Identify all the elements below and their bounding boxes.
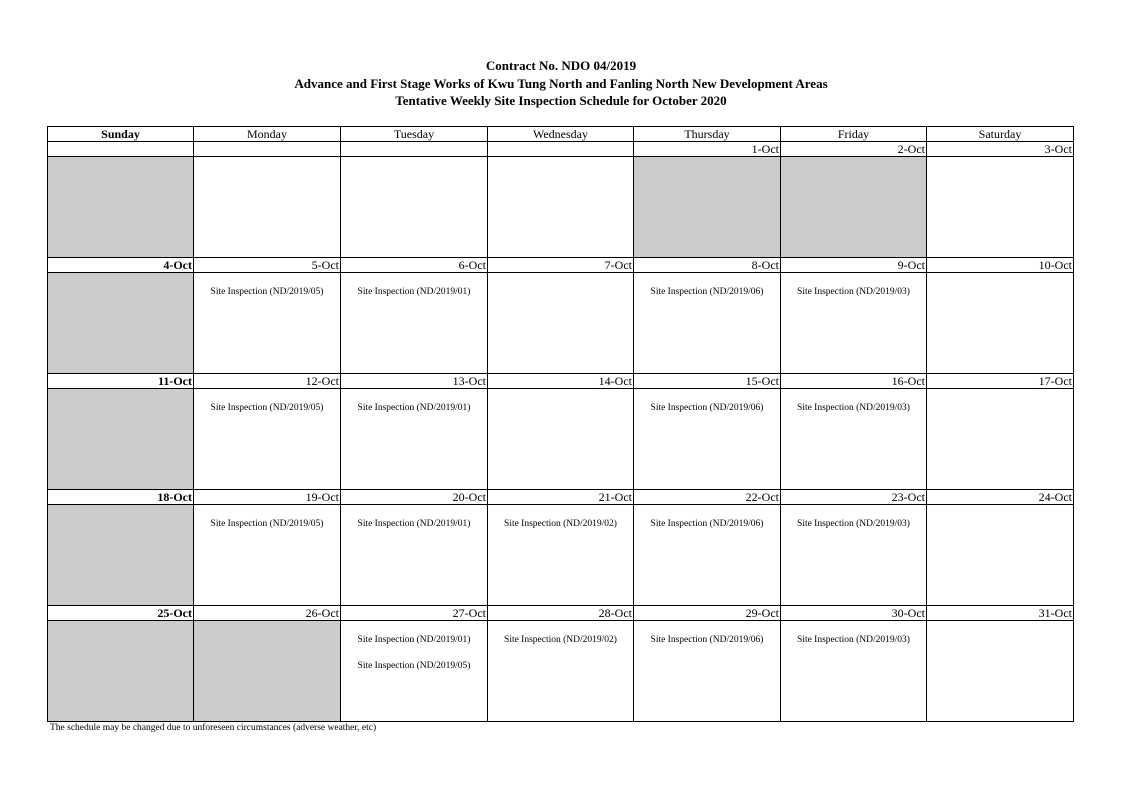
day-cell bbox=[781, 389, 927, 490]
project-title: Advance and First Stage Works of Kwu Tung North and Fanling North New Development Areas bbox=[294, 75, 828, 91]
week-date-row bbox=[48, 142, 1074, 157]
site-inspection-entry: Site Inspection (ND/2019/06) bbox=[650, 403, 764, 413]
day-date-label: 4-Oct bbox=[48, 258, 194, 273]
week-date-row bbox=[48, 374, 1074, 389]
week-body-row bbox=[48, 505, 1074, 606]
site-inspection-entry: Site Inspection (ND/2019/03) bbox=[797, 635, 910, 645]
weekday-header-saturday: Saturday bbox=[927, 127, 1074, 142]
site-inspection-entry: Site Inspection (ND/2019/01) bbox=[357, 635, 471, 645]
day-date-label: 26-Oct bbox=[194, 606, 341, 621]
day-date-label: 10-Oct bbox=[927, 258, 1074, 273]
day-date-label: 11-Oct bbox=[48, 374, 194, 389]
weekday-header-tuesday: Tuesday bbox=[341, 127, 488, 142]
site-inspection-entry: Site Inspection (ND/2019/05) bbox=[210, 287, 324, 297]
day-cell bbox=[48, 621, 194, 722]
week-body-row bbox=[48, 389, 1074, 490]
site-inspection-entry: Site Inspection (ND/2019/06) bbox=[650, 287, 764, 297]
site-inspection-entry: Site Inspection (ND/2019/01) bbox=[357, 519, 471, 529]
week-date-row bbox=[48, 606, 1074, 621]
day-date-label bbox=[341, 142, 488, 157]
day-cell bbox=[194, 621, 341, 722]
day-date-label: 18-Oct bbox=[48, 490, 194, 505]
day-date-label: 6-Oct bbox=[341, 258, 488, 273]
day-cell bbox=[48, 389, 194, 490]
day-date-label: 30-Oct bbox=[781, 606, 927, 621]
day-cell bbox=[927, 157, 1074, 258]
day-cell bbox=[781, 505, 927, 606]
schedule-title: Tentative Weekly Site Inspection Schedule for October 2020 bbox=[395, 93, 727, 108]
week-body-row bbox=[48, 273, 1074, 374]
day-cell bbox=[634, 621, 781, 722]
day-cell bbox=[488, 621, 634, 722]
weekday-header-wednesday: Wednesday bbox=[488, 127, 634, 142]
day-cell bbox=[48, 157, 194, 258]
site-inspection-entry: Site Inspection (ND/2019/06) bbox=[650, 519, 764, 529]
day-date-label bbox=[488, 142, 634, 157]
site-inspection-entry: Site Inspection (ND/2019/03) bbox=[797, 403, 910, 413]
day-cell bbox=[634, 389, 781, 490]
site-inspection-entry: Site Inspection (ND/2019/01) bbox=[357, 403, 471, 413]
day-cell bbox=[194, 389, 341, 490]
day-cell bbox=[927, 621, 1074, 722]
day-cell bbox=[341, 389, 488, 490]
site-inspection-entry: Site Inspection (ND/2019/02) bbox=[504, 635, 617, 645]
day-cell bbox=[341, 157, 488, 258]
weekday-header-monday: Monday bbox=[194, 127, 341, 142]
week-date-row bbox=[48, 490, 1074, 505]
day-date-label: 22-Oct bbox=[634, 490, 781, 505]
day-date-label: 3-Oct bbox=[927, 142, 1074, 157]
site-inspection-entry: Site Inspection (ND/2019/05) bbox=[357, 661, 471, 671]
day-date-label: 9-Oct bbox=[781, 258, 927, 273]
day-date-label: 15-Oct bbox=[634, 374, 781, 389]
week-body-row bbox=[48, 157, 1074, 258]
day-date-label: 23-Oct bbox=[781, 490, 927, 505]
day-date-label: 8-Oct bbox=[634, 258, 781, 273]
day-date-label: 1-Oct bbox=[634, 142, 781, 157]
day-cell bbox=[927, 505, 1074, 606]
site-inspection-entry: Site Inspection (ND/2019/02) bbox=[504, 519, 617, 529]
day-cell bbox=[634, 505, 781, 606]
day-cell bbox=[634, 157, 781, 258]
weekday-header-row bbox=[48, 127, 1074, 142]
site-inspection-entry: Site Inspection (ND/2019/05) bbox=[210, 403, 324, 413]
day-cell bbox=[341, 505, 488, 606]
document-header bbox=[0, 57, 1122, 110]
day-cell bbox=[488, 389, 634, 490]
day-cell bbox=[927, 389, 1074, 490]
site-inspection-entry: Site Inspection (ND/2019/03) bbox=[797, 287, 910, 297]
week-body-row bbox=[48, 621, 1074, 722]
day-date-label: 5-Oct bbox=[194, 258, 341, 273]
day-cell bbox=[341, 273, 488, 374]
site-inspection-entry: Site Inspection (ND/2019/06) bbox=[650, 635, 764, 645]
day-date-label: 24-Oct bbox=[927, 490, 1074, 505]
day-cell bbox=[488, 157, 634, 258]
week-date-row bbox=[48, 258, 1074, 273]
site-inspection-entry: Site Inspection (ND/2019/05) bbox=[210, 519, 324, 529]
day-date-label: 28-Oct bbox=[488, 606, 634, 621]
day-cell bbox=[194, 273, 341, 374]
day-date-label: 2-Oct bbox=[781, 142, 927, 157]
day-date-label: 17-Oct bbox=[927, 374, 1074, 389]
day-date-label: 16-Oct bbox=[781, 374, 927, 389]
day-cell bbox=[781, 157, 927, 258]
day-cell bbox=[194, 505, 341, 606]
day-date-label: 12-Oct bbox=[194, 374, 341, 389]
weekday-header-thursday: Thursday bbox=[634, 127, 781, 142]
day-cell bbox=[488, 273, 634, 374]
site-inspection-entry: Site Inspection (ND/2019/01) bbox=[357, 287, 471, 297]
day-cell bbox=[781, 273, 927, 374]
day-cell bbox=[927, 273, 1074, 374]
day-cell bbox=[634, 273, 781, 374]
day-date-label bbox=[48, 142, 194, 157]
site-inspection-entry: Site Inspection (ND/2019/03) bbox=[797, 519, 910, 529]
day-date-label: 29-Oct bbox=[634, 606, 781, 621]
day-date-label: 27-Oct bbox=[341, 606, 488, 621]
day-cell bbox=[341, 621, 488, 722]
day-date-label: 25-Oct bbox=[48, 606, 194, 621]
schedule-footnote: The schedule may be changed due to unforeseen circumstances (adverse weather, etc) bbox=[50, 723, 377, 733]
day-cell bbox=[488, 505, 634, 606]
day-date-label: 19-Oct bbox=[194, 490, 341, 505]
day-date-label: 13-Oct bbox=[341, 374, 488, 389]
calendar-table bbox=[47, 126, 1074, 722]
day-date-label: 21-Oct bbox=[488, 490, 634, 505]
day-date-label bbox=[194, 142, 341, 157]
day-date-label: 31-Oct bbox=[927, 606, 1074, 621]
day-date-label: 7-Oct bbox=[488, 258, 634, 273]
day-date-label: 14-Oct bbox=[488, 374, 634, 389]
contract-number: Contract No. NDO 04/2019 bbox=[485, 58, 637, 73]
weekday-header-friday: Friday bbox=[781, 127, 927, 142]
day-cell bbox=[48, 505, 194, 606]
day-cell bbox=[48, 273, 194, 374]
weekday-header-sunday: Sunday bbox=[48, 127, 194, 142]
day-cell bbox=[194, 157, 341, 258]
day-cell bbox=[781, 621, 927, 722]
day-date-label: 20-Oct bbox=[341, 490, 488, 505]
